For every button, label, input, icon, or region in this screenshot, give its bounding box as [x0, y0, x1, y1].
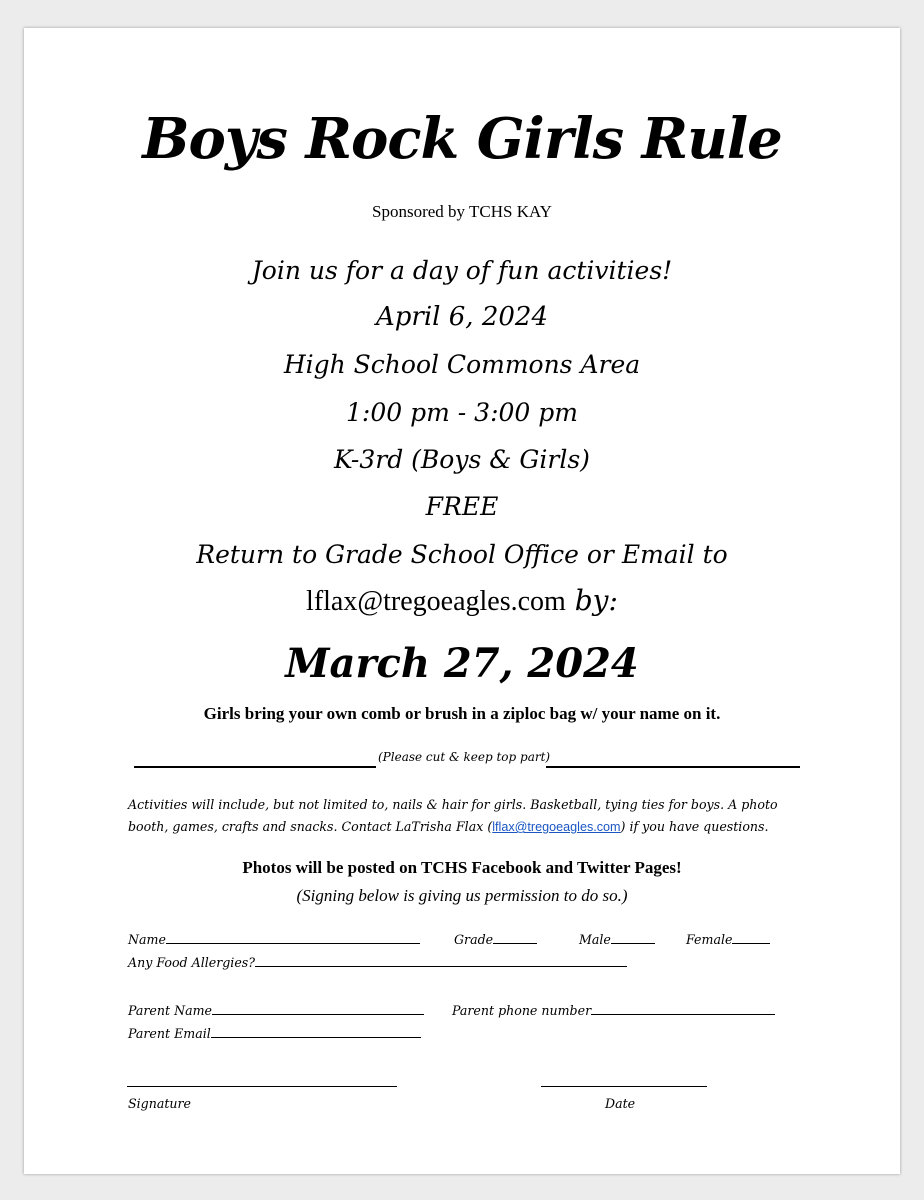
female-blank[interactable]: [732, 931, 770, 944]
return-email[interactable]: lflax@tregoeagles.com: [306, 586, 566, 617]
cut-line: [134, 748, 798, 768]
name-blank[interactable]: [166, 931, 420, 944]
flyer-title: Boys Rock Girls Rule: [142, 106, 782, 172]
cut-line-left: [134, 766, 376, 768]
parent-email-label: Parent Email: [128, 1026, 211, 1041]
parent-phone-field[interactable]: [452, 1002, 775, 1018]
comb-note: Girls bring your own comb or brush in a ziploc bag w/ your name on it.: [203, 704, 721, 723]
name-label: Name: [128, 932, 166, 947]
parent-name-label: Parent Name: [128, 1003, 212, 1018]
signature-label: Signature: [128, 1096, 191, 1111]
name-field[interactable]: [128, 931, 420, 947]
return-instructions: Return to Grade School Office or Email to: [196, 540, 728, 569]
flyer-page: [24, 28, 900, 1174]
parent-email-field[interactable]: [128, 1025, 421, 1041]
sponsor-line: Sponsored by TCHS KAY: [372, 202, 552, 221]
permission-note: (Signing below is giving us permission to do so.): [296, 886, 628, 905]
cut-line-right: [546, 766, 800, 768]
deadline-date: March 27, 2024: [285, 640, 639, 687]
event-grades: K-3rd (Boys & Girls): [334, 445, 590, 474]
email-line: [24, 584, 900, 618]
parent-email-blank[interactable]: [211, 1025, 421, 1038]
activities-text: Activities will include, but not limited to, nails & hair for girls. Basketball, tying ties for boys. A photo booth, games, crafts and snacks. Contact LaTrisha Flax (: [128, 797, 778, 834]
activities-paragraph: [128, 794, 808, 838]
allergies-field[interactable]: [128, 954, 627, 970]
event-cost: FREE: [425, 492, 499, 521]
activities-text-end: ) if you have questions.: [620, 819, 769, 834]
signature-line[interactable]: [127, 1086, 397, 1087]
male-blank[interactable]: [611, 931, 655, 944]
contact-email-link[interactable]: lflax@tregoeagles.com: [492, 820, 621, 834]
allergies-blank[interactable]: [255, 954, 627, 967]
event-time: 1:00 pm - 3:00 pm: [346, 398, 578, 427]
by-label: by:: [574, 584, 618, 617]
parent-phone-label: Parent phone number: [452, 1003, 592, 1018]
date-line[interactable]: [541, 1086, 707, 1087]
date-label: Date: [605, 1096, 636, 1111]
parent-name-blank[interactable]: [212, 1002, 424, 1015]
photos-note: Photos will be posted on TCHS Facebook and Twitter Pages!: [242, 858, 682, 877]
grade-field[interactable]: [454, 931, 537, 947]
grade-label: Grade: [454, 932, 494, 947]
male-field[interactable]: [579, 931, 655, 947]
event-location: High School Commons Area: [283, 350, 641, 379]
female-field[interactable]: [686, 931, 770, 947]
female-label: Female: [686, 932, 733, 947]
grade-blank[interactable]: [493, 931, 537, 944]
invite-line: Join us for a day of fun activities!: [251, 256, 673, 285]
event-date: April 6, 2024: [376, 302, 548, 332]
allergies-label: Any Food Allergies?: [128, 955, 255, 970]
parent-name-field[interactable]: [128, 1002, 424, 1018]
male-label: Male: [579, 932, 611, 947]
parent-phone-blank[interactable]: [591, 1002, 775, 1015]
cut-line-text: (Please cut & keep top part): [378, 750, 551, 764]
